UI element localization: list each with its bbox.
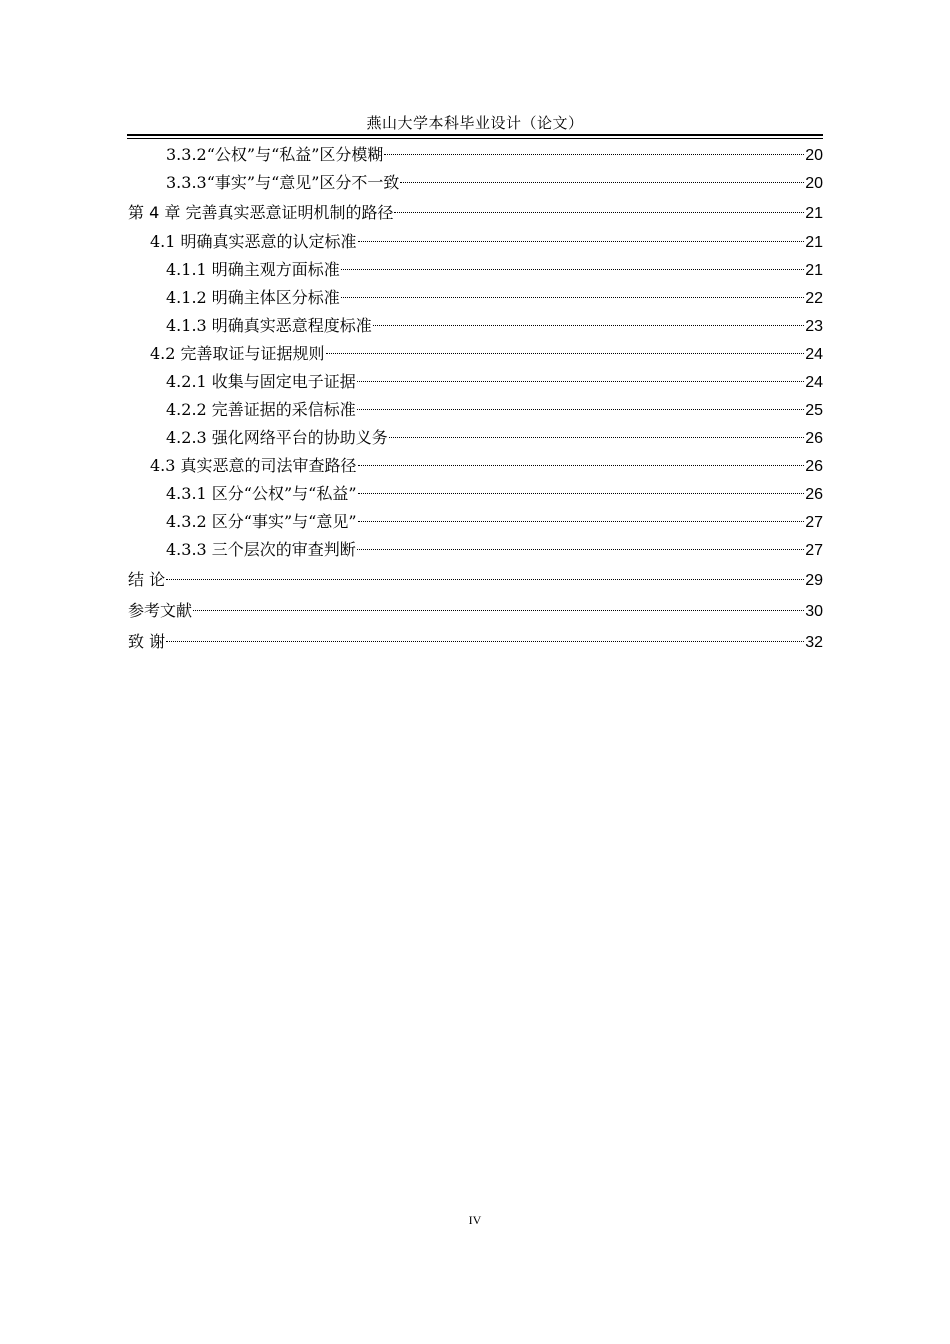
toc-entry[interactable] bbox=[128, 197, 823, 228]
toc-dot-leader bbox=[373, 324, 804, 326]
toc-entry-page: 21 bbox=[805, 262, 823, 279]
toc-entry-page: 26 bbox=[805, 486, 823, 503]
toc-entry-title: 4.3 真实恶意的司法审查路径 bbox=[150, 456, 357, 475]
toc-entry-title: 4.2.1 收集与固定电子证据 bbox=[166, 372, 356, 391]
header-rule-thick bbox=[127, 134, 823, 136]
toc-entry-title: 参考文献 bbox=[128, 601, 193, 620]
toc-dot-leader bbox=[357, 548, 804, 550]
toc-entry[interactable] bbox=[128, 256, 823, 284]
toc-entry-title: 4.1 明确真实恶意的认定标准 bbox=[150, 232, 357, 251]
toc-entry-page: 21 bbox=[805, 205, 823, 222]
toc-entry[interactable] bbox=[128, 595, 823, 626]
toc-entry-title: 4.1.3 明确真实恶意程度标准 bbox=[166, 316, 372, 335]
toc-entry-title: 4.1.2 明确主体区分标准 bbox=[166, 288, 340, 307]
page-number: IV bbox=[468, 1213, 482, 1227]
toc-dot-leader bbox=[326, 352, 805, 354]
toc-entry-title: 结 论 bbox=[128, 570, 166, 589]
toc-entry-page: 26 bbox=[805, 430, 823, 447]
toc-dot-leader bbox=[341, 296, 804, 298]
toc-entry-title: 4.3.1 区分“公权”与“私益” bbox=[166, 484, 357, 503]
toc-dot-leader bbox=[358, 520, 805, 522]
toc-dot-leader bbox=[400, 181, 804, 183]
toc-entry[interactable] bbox=[128, 452, 823, 480]
toc-entry-title: 第 4 章 完善真实恶意证明机制的路径 bbox=[128, 203, 394, 222]
toc-dot-leader bbox=[193, 609, 804, 611]
toc-dot-leader bbox=[394, 211, 804, 213]
toc-entry[interactable] bbox=[128, 312, 823, 340]
toc-dot-leader bbox=[384, 153, 804, 155]
toc-entry-page: 26 bbox=[805, 458, 823, 475]
toc-entry-page: 20 bbox=[805, 147, 823, 164]
toc-dot-leader bbox=[358, 492, 805, 494]
toc-dot-leader bbox=[389, 436, 804, 438]
toc-entry-page: 29 bbox=[805, 572, 823, 589]
toc-dot-leader bbox=[358, 240, 805, 242]
toc-entry-page: 32 bbox=[805, 634, 823, 651]
toc-entry-page: 24 bbox=[805, 346, 823, 363]
toc-entry-title: 4.3.2 区分“事实”与“意见” bbox=[166, 512, 357, 531]
toc-entry-page: 22 bbox=[805, 290, 823, 307]
toc-entry-page: 27 bbox=[805, 514, 823, 531]
toc-entry[interactable] bbox=[128, 141, 823, 169]
toc-dot-leader bbox=[358, 464, 805, 466]
toc-entry[interactable] bbox=[128, 396, 823, 424]
toc-dot-leader bbox=[166, 640, 804, 642]
toc-entry-page: 27 bbox=[805, 542, 823, 559]
toc-entry-page: 30 bbox=[805, 603, 823, 620]
page-header-title: 燕山大学本科毕业设计（论文） bbox=[366, 114, 584, 132]
toc-dot-leader bbox=[357, 380, 804, 382]
toc-entry[interactable] bbox=[128, 340, 823, 368]
toc-entry-page: 24 bbox=[805, 374, 823, 391]
toc-entry-page: 25 bbox=[805, 402, 823, 419]
header-rule-thin bbox=[127, 138, 823, 139]
toc-entry-page: 20 bbox=[805, 175, 823, 192]
toc-entry-title: 4.1.1 明确主观方面标准 bbox=[166, 260, 340, 279]
toc-entry[interactable] bbox=[128, 626, 823, 657]
toc-entry[interactable] bbox=[128, 564, 823, 595]
toc-dot-leader bbox=[341, 268, 804, 270]
toc-dot-leader bbox=[357, 408, 804, 410]
toc-entry[interactable] bbox=[128, 508, 823, 536]
toc-entry-title: 4.2 完善取证与证据规则 bbox=[150, 344, 325, 363]
toc-entry-title: 4.2.3 强化网络平台的协助义务 bbox=[166, 428, 388, 447]
toc-entry-title: 3.3.3“事实”与“意见”区分不一致 bbox=[166, 173, 400, 192]
toc-entry[interactable] bbox=[128, 284, 823, 312]
toc-entry-page: 21 bbox=[805, 234, 823, 251]
toc-entry-page: 23 bbox=[805, 318, 823, 335]
toc-entry-title: 3.3.2“公权”与“私益”区分模糊 bbox=[166, 145, 384, 164]
toc-entry[interactable] bbox=[128, 480, 823, 508]
table-of-contents bbox=[128, 141, 823, 657]
toc-entry[interactable] bbox=[128, 169, 823, 197]
toc-dot-leader bbox=[166, 578, 804, 580]
toc-entry[interactable] bbox=[128, 228, 823, 256]
toc-entry-title: 致 谢 bbox=[128, 632, 166, 651]
toc-entry[interactable] bbox=[128, 368, 823, 396]
toc-entry[interactable] bbox=[128, 536, 823, 564]
toc-entry-title: 4.2.2 完善证据的采信标准 bbox=[166, 400, 356, 419]
toc-entry-title: 4.3.3 三个层次的审查判断 bbox=[166, 540, 356, 559]
toc-entry[interactable] bbox=[128, 424, 823, 452]
